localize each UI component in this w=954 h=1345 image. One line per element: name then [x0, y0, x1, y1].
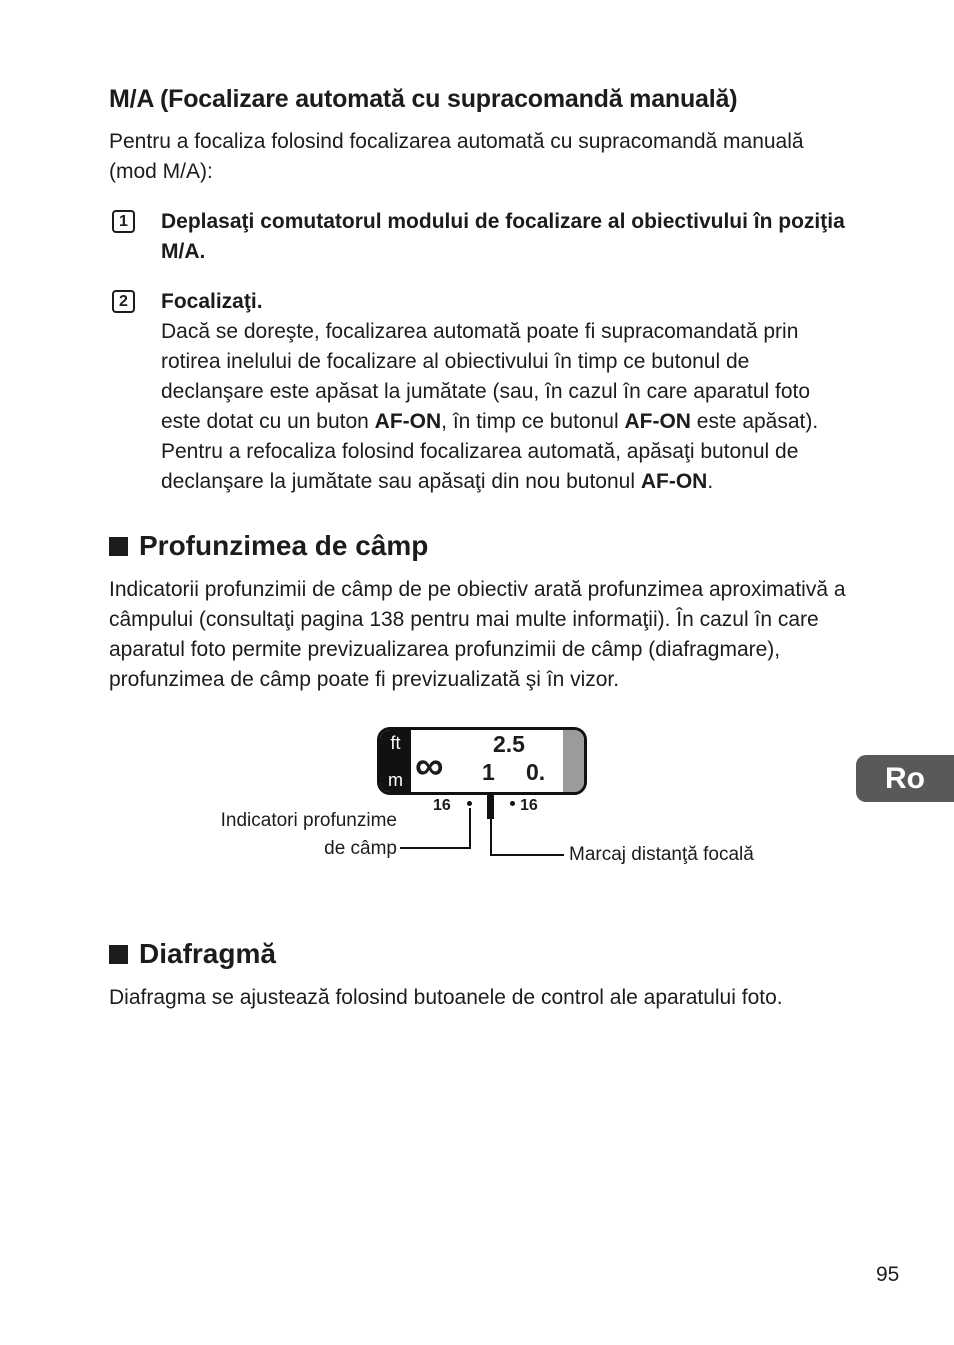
- dof-dot-left-icon: [467, 801, 472, 806]
- leader-line-right-horizontal: [492, 854, 564, 856]
- dof-section-heading: [109, 529, 846, 563]
- scale-window-gray-edge: [563, 730, 584, 792]
- step-2-title: Focalizaţi.: [161, 290, 263, 313]
- leader-line-right-vertical: [490, 819, 492, 856]
- scale-value-bottom-right: 0.: [526, 759, 546, 785]
- dof-section-title: Profunzimea de câmp: [139, 530, 429, 561]
- ma-intro-paragraph: Pentru a focaliza folosind focalizarea automată cu supracomandă manuală (mod M/A):: [109, 130, 804, 183]
- af-on-label: AF-ON: [374, 410, 442, 433]
- aperture-section-title: Diafragmă: [139, 938, 276, 969]
- meter-unit-label: m: [388, 770, 403, 790]
- step-2-body-text: este apăsat). Pentru a refocaliza folosind focalizarea automată, apăsaţi butonul de declanşare la jumătate sau apăsaţi din nou butonul: [161, 410, 819, 493]
- section-square-icon: [109, 945, 128, 964]
- ma-section-title: M/A (Focalizare automată cu supracomandă manuală): [109, 85, 738, 113]
- focal-distance-mark: [487, 795, 494, 819]
- leader-line-left-vertical: [469, 808, 471, 849]
- language-tab-ro: Ro: [856, 755, 954, 802]
- aperture-section-heading: [109, 937, 846, 971]
- dof-indicator-right: 16: [520, 797, 538, 814]
- dof-dot-right-icon: [510, 801, 515, 806]
- page-number: 95: [876, 1263, 900, 1286]
- dof-indicator-left: 16: [433, 797, 451, 814]
- scale-value-top: 2.5: [493, 731, 525, 757]
- lens-scale-window: [377, 727, 587, 795]
- step-1-number-box: 1: [112, 210, 135, 233]
- step-2-body-text: , în timp ce butonul: [441, 410, 625, 433]
- focal-mark-caption: Marcaj distanţă focală: [569, 844, 754, 865]
- af-on-label: AF-ON: [640, 470, 708, 493]
- dof-paragraph: Indicatorii profunzimii de câmp de pe obiectiv arată profunzimea aproximativă a câmpului (consultaţi pagina 138 pentru mai multe informaţii). În cazul în care aparatul foto permite previzualizarea profunzimii de câmp (diafragmare), profunzimea de câmp poate fi previzualizată şi în vizor.: [109, 578, 846, 691]
- step-1-text: Deplasaţi comutatorul modului de focalizare al obiectivului în poziţia M/A.: [161, 210, 845, 263]
- step-2-body-text: .: [707, 470, 714, 493]
- feet-unit-label: ft: [390, 733, 401, 753]
- lens-scale-figure: [109, 727, 846, 905]
- dof-caption-line2: de câmp: [324, 838, 397, 859]
- step-2-body-text: Dacă se doreşte, focalizarea automată poate fi supracomandată prin rotirea inelului de focalizare al obiectivului în timp ce butonul de declanşare este apăsat la jumătate (sau, în cazul în care aparatul foto este dotat cu un buton: [161, 320, 811, 433]
- scale-value-bottom-left: 1: [482, 759, 495, 785]
- aperture-paragraph: Diafragma se ajustează folosind butoanele de control ale aparatului foto.: [109, 986, 783, 1009]
- step-2-body: [161, 317, 846, 497]
- step-2-number-box: 2: [112, 290, 135, 313]
- step-2: [109, 287, 846, 497]
- section-square-icon: [109, 537, 128, 556]
- af-on-label: AF-ON: [624, 410, 691, 433]
- infinity-symbol: ∞: [415, 744, 444, 788]
- step-1: [109, 207, 846, 267]
- dof-indicators-caption: [159, 807, 397, 863]
- dof-caption-line1: Indicatori profunzime: [220, 810, 397, 831]
- leader-line-left-horizontal: [400, 847, 471, 849]
- unit-labels-box: [380, 730, 411, 792]
